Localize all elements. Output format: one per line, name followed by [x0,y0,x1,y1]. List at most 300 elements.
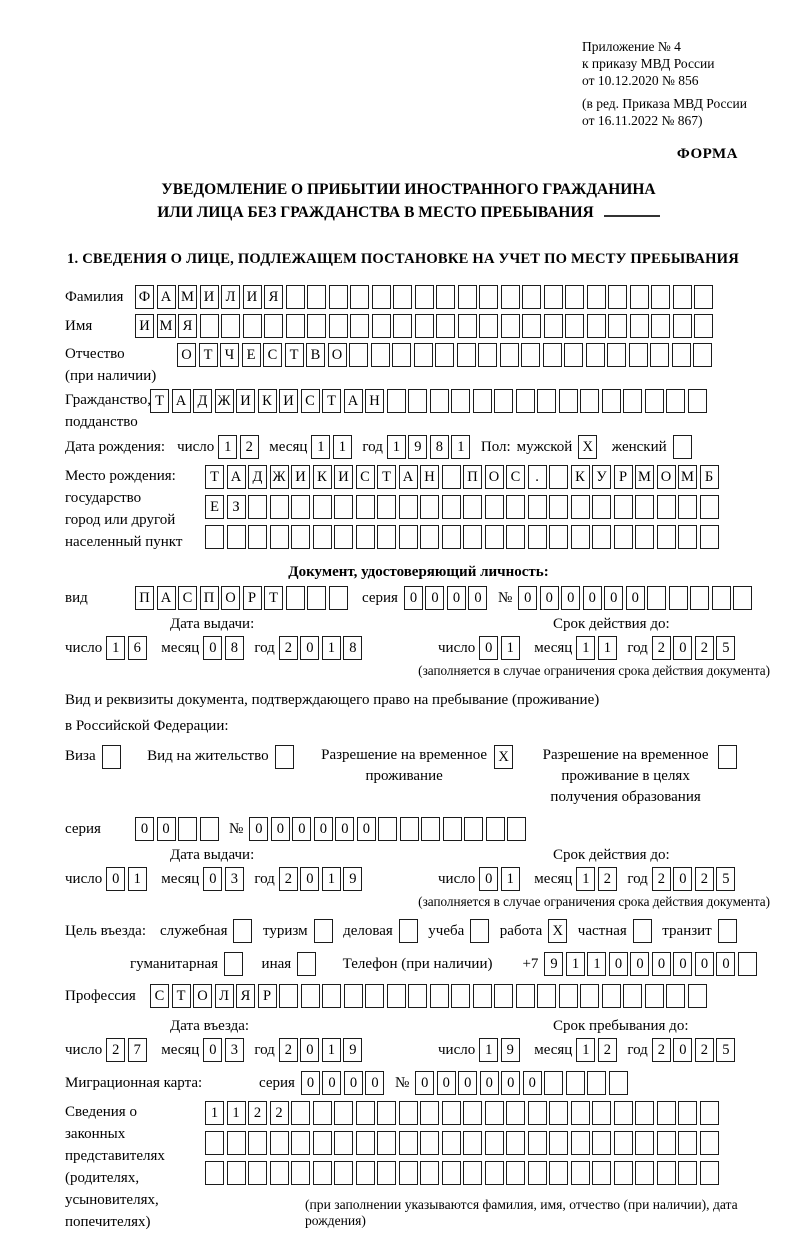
char-cell: Р [258,984,277,1008]
char-cell: 1 [501,636,520,660]
char-cell: 1 [576,636,595,660]
char-cell [571,1101,590,1125]
char-cell [442,1101,461,1125]
char-cell [248,1131,267,1155]
char-cell [688,389,707,413]
char-cell [500,343,519,367]
purpose-label: Цель въезда: [65,923,146,939]
char-cell [564,343,583,367]
char-cell [678,495,697,519]
char-cell [700,525,719,549]
char-cell: 0 [480,1071,499,1095]
char-cell [377,525,396,549]
section1-heading: 1. СВЕДЕНИЯ О ЛИЦЕ, ПОДЛЕЖАЩЕМ ПОСТАНОВКЕ НА УЧЕТ ПО МЕСТУ ПРЕБЫВАНИЯ [67,251,739,267]
char-cell [291,495,310,519]
birth-place-cells [205,465,721,555]
char-cell: 0 [604,586,623,610]
char-cell: О [657,465,676,489]
char-cell [291,1131,310,1155]
char-cell [442,1161,461,1185]
char-cell: 1 [128,867,147,891]
char-cell: И [243,285,262,309]
char-cell [673,314,692,338]
temp-residence-edu-checkbox [718,745,737,769]
char-cell: В [306,343,325,367]
char-cell: А [227,465,246,489]
char-cell [700,1131,719,1155]
doc-kind-cells [135,586,350,610]
char-cell [565,285,584,309]
char-cell: 2 [598,867,617,891]
char-cell: 1 [322,1038,341,1062]
char-cell [378,817,397,841]
month-label: месяц [269,439,308,455]
char-cell [400,817,419,841]
char-cell [516,984,535,1008]
birth-year-cells [387,435,473,459]
char-cell [408,984,427,1008]
char-cell [507,817,526,841]
char-cell: О [177,343,196,367]
char-cell [559,389,578,413]
visa-label: Виза [65,748,96,764]
char-cell [485,1101,504,1125]
char-cell: 6 [128,636,147,660]
char-cell: 0 [609,952,628,976]
year-label: год [362,439,383,455]
char-cell [666,389,685,413]
header-line: от 10.12.2020 № 856 [582,73,699,88]
char-cell [442,495,461,519]
char-cell: 2 [652,867,671,891]
char-cell: Н [365,389,384,413]
doc-number-cells [518,586,755,610]
char-cell: 2 [695,867,714,891]
char-cell [672,343,691,367]
char-cell [334,495,353,519]
char-cell: 1 [501,867,520,891]
char-cell: 0 [157,817,176,841]
male-label: мужской [516,439,573,455]
char-cell [738,952,757,976]
char-cell [248,525,267,549]
char-cell: Я [264,285,283,309]
char-cell [635,525,654,549]
char-cell [243,314,262,338]
char-cell [420,1131,439,1155]
doc-issue-date: Дата выдачи: число 1 6 месяц 0 8 год 2 0 1 8 [65,616,420,660]
char-cell [528,495,547,519]
patronymic-cells [177,343,715,367]
header-line: Приложение № 4 [582,39,681,54]
char-cell [635,1101,654,1125]
char-cell [270,495,289,519]
char-cell [669,586,688,610]
char-cell [372,314,391,338]
char-cell [356,1101,375,1125]
char-cell [651,314,670,338]
female-checkbox [673,435,692,459]
char-cell: А [172,389,191,413]
char-cell [587,285,606,309]
char-cell [479,285,498,309]
char-cell: Р [243,586,262,610]
char-cell [279,984,298,1008]
header-reference [582,38,772,129]
char-cell [485,1131,504,1155]
char-cell: 0 [314,817,333,841]
char-cell [387,984,406,1008]
char-cell: 0 [501,1071,520,1095]
char-cell [291,1101,310,1125]
char-cell [592,525,611,549]
char-cell: 0 [673,952,692,976]
char-cell [408,389,427,413]
char-cell [334,1101,353,1125]
char-cell [301,984,320,1008]
migration-card-label: Миграционная карта: [65,1075,203,1091]
char-cell [657,525,676,549]
char-cell: 0 [583,586,602,610]
char-cell: Т [172,984,191,1008]
char-cell [528,1101,547,1125]
char-cell [522,285,541,309]
char-cell: 2 [248,1101,267,1125]
char-cell: 0 [357,817,376,841]
char-cell: 9 [343,867,362,891]
char-cell [485,495,504,519]
char-cell [286,586,305,610]
char-cell [227,1131,246,1155]
char-cell: А [157,586,176,610]
char-cell: Ч [220,343,239,367]
char-cell [313,525,332,549]
char-cell: 2 [652,636,671,660]
char-cell: 2 [279,636,298,660]
char-cell [270,525,289,549]
doc-valid-year-cells [652,636,738,660]
char-cell: 8 [430,435,449,459]
stay-until-date: Срок пребывания до: число 1 9 месяц 1 2 год 2 0 2 5 [438,1018,738,1062]
char-cell: 1 [479,1038,498,1062]
char-cell [666,984,685,1008]
char-cell [592,1131,611,1155]
residence-doc-options [65,745,772,808]
char-cell: Т [199,343,218,367]
char-cell [700,1101,719,1125]
char-cell [415,314,434,338]
char-cell: 0 [322,1071,341,1095]
char-cell [291,525,310,549]
char-cell: 0 [300,1038,319,1062]
char-cell [479,314,498,338]
char-cell: Н [420,465,439,489]
char-cell: 0 [458,1071,477,1095]
char-cell [457,343,476,367]
char-cell [494,389,513,413]
char-cell: 5 [716,1038,735,1062]
char-cell [200,314,219,338]
char-cell: 0 [630,952,649,976]
char-cell [537,984,556,1008]
form-label: ФОРМА [676,146,738,162]
char-cell [307,314,326,338]
char-cell: С [178,586,197,610]
char-cell [544,285,563,309]
char-cell: 0 [300,867,319,891]
char-cell: 0 [292,817,311,841]
char-cell: 2 [240,435,259,459]
char-cell [592,495,611,519]
char-cell [602,389,621,413]
char-cell [313,1101,332,1125]
char-cell [458,314,477,338]
char-cell: 0 [437,1071,456,1095]
visit-purpose-row2: гуманитарная иная Телефон (при наличии) +7 9 1 1 0 0 0 0 0 0 [130,952,772,976]
char-cell [566,1071,585,1095]
char-cell [678,1131,697,1155]
char-cell: 1 [227,1101,246,1125]
char-cell [623,984,642,1008]
char-cell: 0 [626,586,645,610]
permit-number-label: № [229,821,244,837]
permit-validity-footnote: (заполняется в случае ограничения срока действия документа) [418,894,770,909]
char-cell [537,389,556,413]
char-cell: 5 [716,867,735,891]
char-cell [377,1101,396,1125]
permit-issue-date: Дата выдачи: число 0 1 месяц 0 3 год 2 0 1 9 [65,847,420,891]
char-cell [313,1131,332,1155]
char-cell: 1 [576,1038,595,1062]
char-cell: Е [205,495,224,519]
char-cell: У [592,465,611,489]
char-cell [463,525,482,549]
char-cell [629,343,648,367]
patronymic-label: Отчество (при наличии) [65,346,157,384]
char-cell [608,285,627,309]
char-cell: 2 [598,1038,617,1062]
char-cell: 9 [501,1038,520,1062]
char-cell: 1 [106,636,125,660]
char-cell [700,1161,719,1185]
visa-checkbox [102,745,121,769]
char-cell: П [135,586,154,610]
char-cell: 1 [576,867,595,891]
char-cell [356,1131,375,1155]
char-cell: 1 [587,952,606,976]
char-cell [393,314,412,338]
form-title-line2: ИЛИ ЛИЦА БЕЗ ГРАЖДАНСТВА В МЕСТО ПРЕБЫВАНИЯ [157,204,594,221]
char-cell: 0 [540,586,559,610]
char-cell [227,525,246,549]
representatives-row1 [205,1101,772,1125]
char-cell: 2 [652,1038,671,1062]
doc-series-label: серия [362,590,398,606]
migration-number-label: № [394,1075,410,1091]
char-cell [506,1101,525,1125]
char-cell [356,1161,375,1185]
char-cell: Я [236,984,255,1008]
representatives-row3 [205,1161,772,1185]
representatives-row2 [205,1131,772,1155]
char-cell: 0 [300,636,319,660]
doc-valid-month-cells [576,636,619,660]
char-cell: 0 [468,586,487,610]
char-cell: 0 [673,867,692,891]
permit-issue-year-cells [279,867,365,891]
char-cell [651,285,670,309]
char-cell: М [178,285,197,309]
char-cell [678,1161,697,1185]
phone-cells [544,952,759,976]
char-cell [501,285,520,309]
char-cell [451,984,470,1008]
char-cell: Ж [270,465,289,489]
stay-month-cells [576,1038,619,1062]
char-cell [313,495,332,519]
char-cell: Т [205,465,224,489]
char-cell: 0 [479,636,498,660]
char-cell: Д [193,389,212,413]
char-cell [350,314,369,338]
char-cell: 0 [561,586,580,610]
purpose-tourism-checkbox [314,919,333,943]
purpose-business-checkbox [399,919,418,943]
char-cell [645,984,664,1008]
char-cell [657,1131,676,1155]
char-cell [549,465,568,489]
char-cell [442,525,461,549]
char-cell [506,525,525,549]
char-cell [678,1101,697,1125]
doc-valid-day-cells [479,636,522,660]
birth-place-row1 [205,465,721,489]
char-cell: 0 [301,1071,320,1095]
char-cell [645,389,664,413]
char-cell [356,525,375,549]
char-cell [430,389,449,413]
char-cell [399,1131,418,1155]
purpose-study-checkbox [470,919,489,943]
char-cell [356,495,375,519]
char-cell: М [635,465,654,489]
char-cell: 0 [106,867,125,891]
permit-valid-date: Срок действия до: число 0 1 месяц 1 2 год 2 0 2 5 [438,847,738,891]
header-line: от 16.11.2022 № 867) [582,113,703,128]
char-cell [393,285,412,309]
doc-issue-year-cells [279,636,365,660]
surname-label: Фамилия [65,289,124,305]
char-cell: 2 [270,1101,289,1125]
birth-day-cells [218,435,261,459]
entry-date: Дата въезда: число 2 7 месяц 0 3 год 2 0 1 9 [65,1018,420,1062]
char-cell: А [399,465,418,489]
char-cell [227,1161,246,1185]
form-title-line1: УВЕДОМЛЕНИЕ О ПРИБЫТИИ ИНОСТРАННОГО ГРАЖДАНИНА [161,181,656,198]
char-cell [733,586,752,610]
char-cell: И [200,285,219,309]
char-cell [650,343,669,367]
char-cell [522,314,541,338]
char-cell: 0 [344,1071,363,1095]
birth-date-label: Дата рождения: [65,439,166,455]
char-cell [571,1161,590,1185]
temp-residence-label: Разрешение на временное проживание [321,747,488,784]
char-cell: П [463,465,482,489]
char-cell [350,285,369,309]
doc-series-cells [404,586,490,610]
char-cell [442,465,461,489]
char-cell [609,1071,628,1095]
char-cell [571,495,590,519]
char-cell [435,343,454,367]
char-cell [528,525,547,549]
char-cell: 0 [425,586,444,610]
char-cell [365,984,384,1008]
char-cell [436,285,455,309]
char-cell [516,389,535,413]
char-cell: 0 [203,867,222,891]
char-cell [688,984,707,1008]
sex-label: Пол: [480,439,511,455]
permit-valid-month-cells [576,867,619,891]
char-cell [494,984,513,1008]
doc-issue-day-cells [106,636,149,660]
char-cell [521,343,540,367]
char-cell [205,1131,224,1155]
char-cell [630,285,649,309]
char-cell [694,314,713,338]
form-title [45,179,772,224]
char-cell: 1 [451,435,470,459]
char-cell: Ф [135,285,154,309]
char-cell: 5 [716,636,735,660]
char-cell [614,525,633,549]
char-cell [607,343,626,367]
doc-issue-month-cells [203,636,246,660]
char-cell: С [150,984,169,1008]
birth-place-label: Место рождения: государство город или другой населенный пункт [65,468,183,550]
permit-number-cells [249,817,529,841]
char-cell [602,984,621,1008]
char-cell [399,1101,418,1125]
blank-line [604,201,660,217]
char-cell [329,314,348,338]
char-cell [420,1101,439,1125]
char-cell: Б [700,465,719,489]
char-cell: 8 [343,636,362,660]
char-cell: О [193,984,212,1008]
char-cell [322,984,341,1008]
char-cell [270,1131,289,1155]
char-cell [647,586,666,610]
residence-doc-intro: Вид и реквизиты документа, подтверждающего право на пребывание (проживание) в Российской Федерации: [65,692,600,734]
char-cell [586,343,605,367]
char-cell: П [200,586,219,610]
permit-issue-month-cells [203,867,246,891]
char-cell: 9 [343,1038,362,1062]
char-cell: М [678,465,697,489]
char-cell: 1 [205,1101,224,1125]
char-cell [700,495,719,519]
citizenship-label: Гражданство, подданство [65,392,152,430]
char-cell [635,495,654,519]
char-cell [200,817,219,841]
char-cell [420,525,439,549]
char-cell: 0 [271,817,290,841]
char-cell: 1 [322,636,341,660]
stay-day-cells [479,1038,522,1062]
